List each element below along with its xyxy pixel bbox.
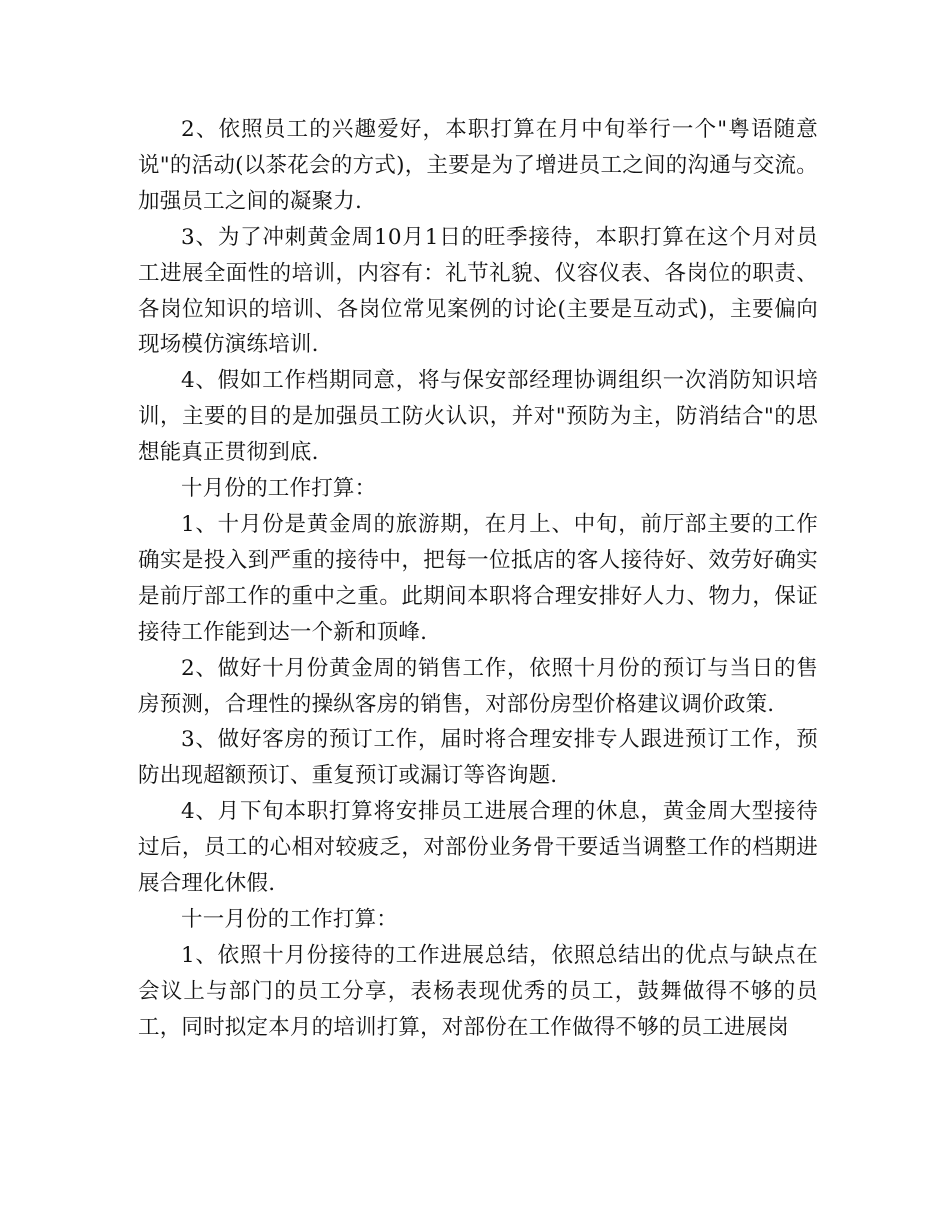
paragraph-8: 1、依照十月份接待的工作进展总结，依照总结出的优点与缺点在会议上与部门的员工分享，表杨表现优秀的员工，鼓舞做得不够的员工，同时拟定本月的培训打算，对部份在工作做得不够的员工进展岗 [138, 942, 818, 1040]
paragraph-3: 4、假如工作档期同意，将与保安部经理协调组织一次消防知识培训，主要的目的是加强员工防火认识，并对"预防为主，防消结合"的思想能真正贯彻到底. [138, 368, 818, 466]
section-heading-october: 十月份的工作打算： [181, 476, 377, 502]
paragraph-1: 2、依照员工的兴趣爱好，本职打算在月中旬举行一个"粤语随意说"的活动(以茶花会的方式)，主要是为了增进员工之间的沟通与交流。加强员工之间的凝聚力. [138, 117, 818, 214]
paragraph-5: 2、做好十月份黄金周的销售工作，依照十月份的预订与当日的售房预测，合理性的操纵客房的销售，对部份房型价格建议调价政策. [138, 655, 818, 717]
paragraph-4: 1、十月份是黄金周的旅游期，在月上、中旬，前厅部主要的工作确实是投入到严重的接待中，把每一位抵店的客人接待好、效劳好确实是前厅部工作的重中之重。此期间本职将合理安排好人力、物力，保证接待工作能到达一个新和顶峰. [138, 511, 818, 645]
paragraph-2: 3、为了冲刺黄金周10月1日的旺季接待，本职打算在这个月对员工进展全面性的培训，内容有：礼节礼貌、仪容仪表、各岗位的职责、各岗位知识的培训、各岗位常见案例的讨论(主要是互动式)，主要偏向现场模仿演练培训. [138, 224, 818, 358]
document-body [138, 112, 818, 1046]
paragraph-7: 4、月下旬本职打算将安排员工进展合理的休息，黄金周大型接待过后，员工的心相对较疲乏，对部份业务骨干要适当调整工作的档期进展合理化休假. [138, 799, 818, 897]
section-heading-november: 十一月份的工作打算： [181, 906, 399, 932]
paragraph-6: 3、做好客房的预订工作，届时将合理安排专人跟进预订工作，预防出现超额预订、重复预订或漏订等咨询题. [138, 727, 818, 789]
